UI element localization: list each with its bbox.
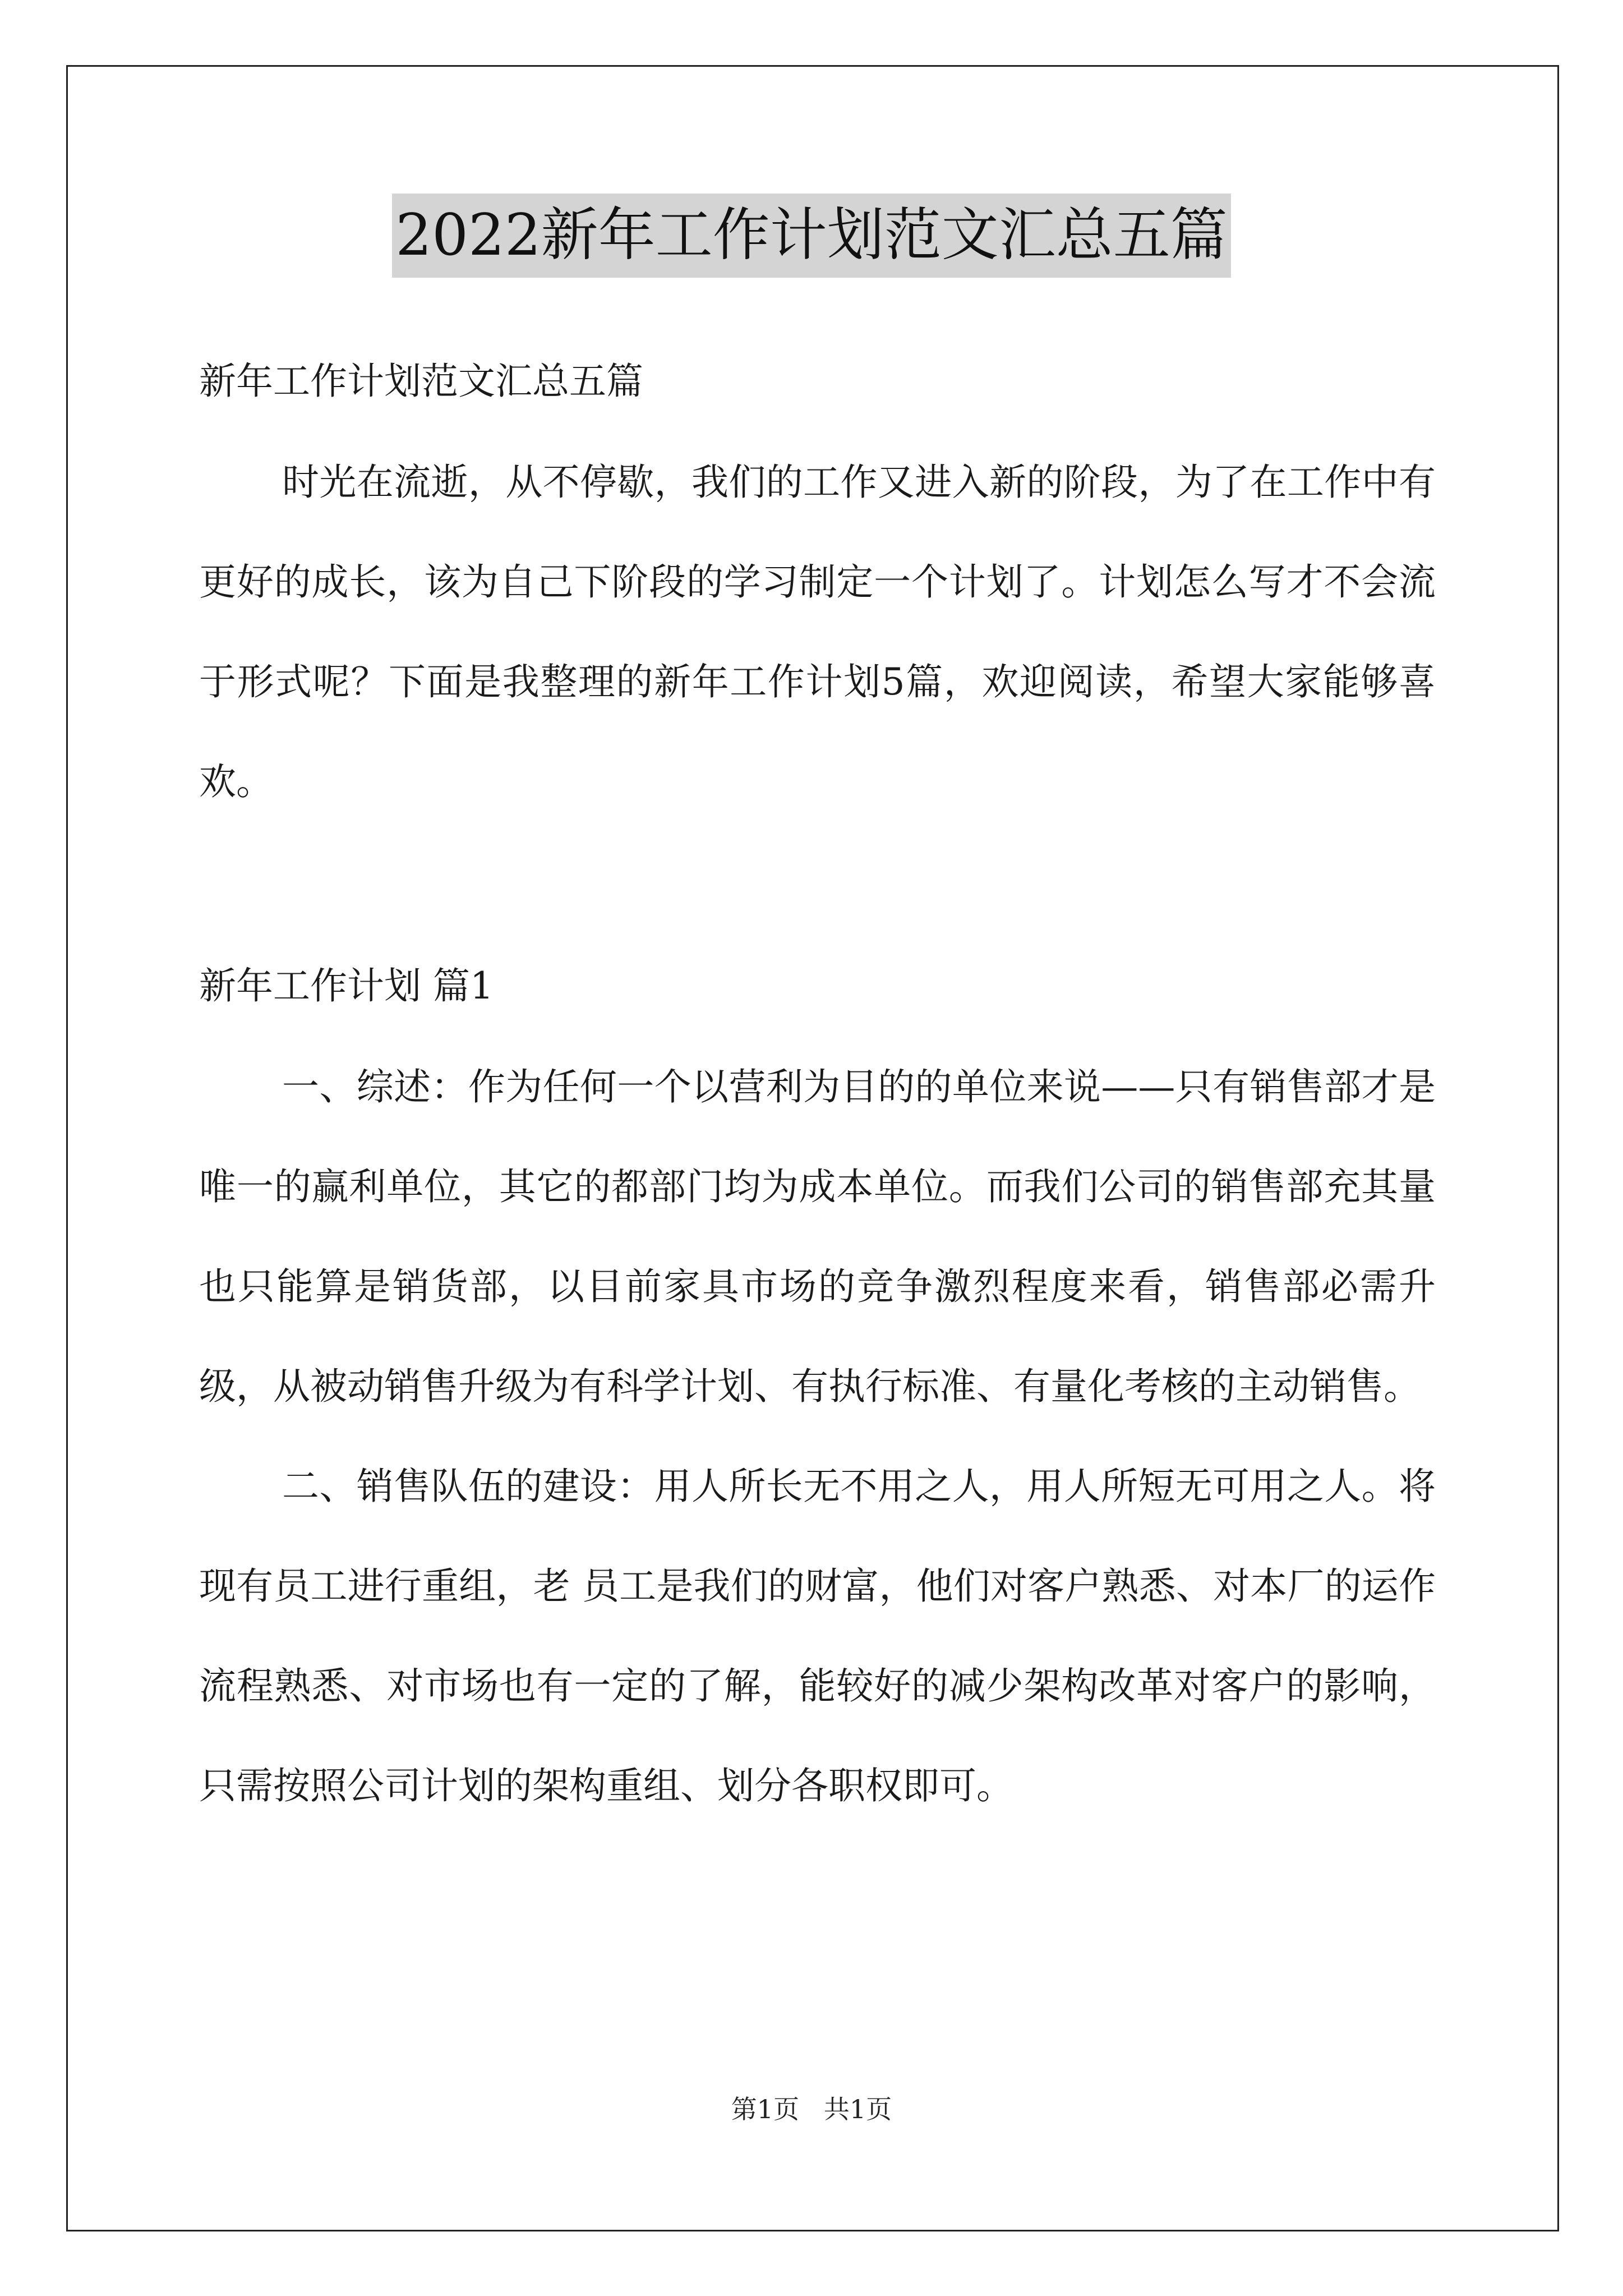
document-subtitle: 新年工作计划范文汇总五篇	[199, 360, 643, 403]
title-wrap	[0, 194, 1623, 278]
spacer	[199, 1023, 1436, 1037]
spacer	[199, 832, 1436, 950]
section-1-paragraph-2: 二、销售队伍的建设：用人所长无不用之人，用人所短无可用之人。将现有员工进行重组，老 员工是我们的财富，他们对客户熟悉、对本厂的运作流程熟悉、对市场也有一定的了解，能较好的减少架构改革对客户的影响，只需按照公司计划的架构重组、划分各职权即可。	[199, 1465, 1436, 1807]
section-1-heading: 新年工作计划 篇1	[199, 964, 494, 1007]
page-footer: 第1页 共1页	[731, 2094, 892, 2124]
section-1-paragraph-1: 一、综述：作为任何一个以营利为目的的单位来说——只有销售部才是唯一的赢利单位，其它的都部门均为成本单位。而我们公司的销售部充其量也只能算是销货部，以目前家具市场的竞争激烈程度来看，销售部必需升级，从被动销售升级为有科学计划、有执行标准、有量化考核的主动销售。	[199, 1065, 1436, 1408]
spacer	[199, 418, 1436, 432]
document-title: 2022新年工作计划范文汇总五篇	[392, 194, 1231, 278]
document-body	[199, 345, 1436, 1836]
intro-paragraph: 时光在流逝，从不停歇，我们的工作又进入新的阶段，为了在工作中有更好的成长，该为自己下阶段的学习制定一个计划了。计划怎么写才不会流于形式呢？下面是我整理的新年工作计划5篇，欢迎阅读，希望大家能够喜欢。	[199, 461, 1436, 803]
